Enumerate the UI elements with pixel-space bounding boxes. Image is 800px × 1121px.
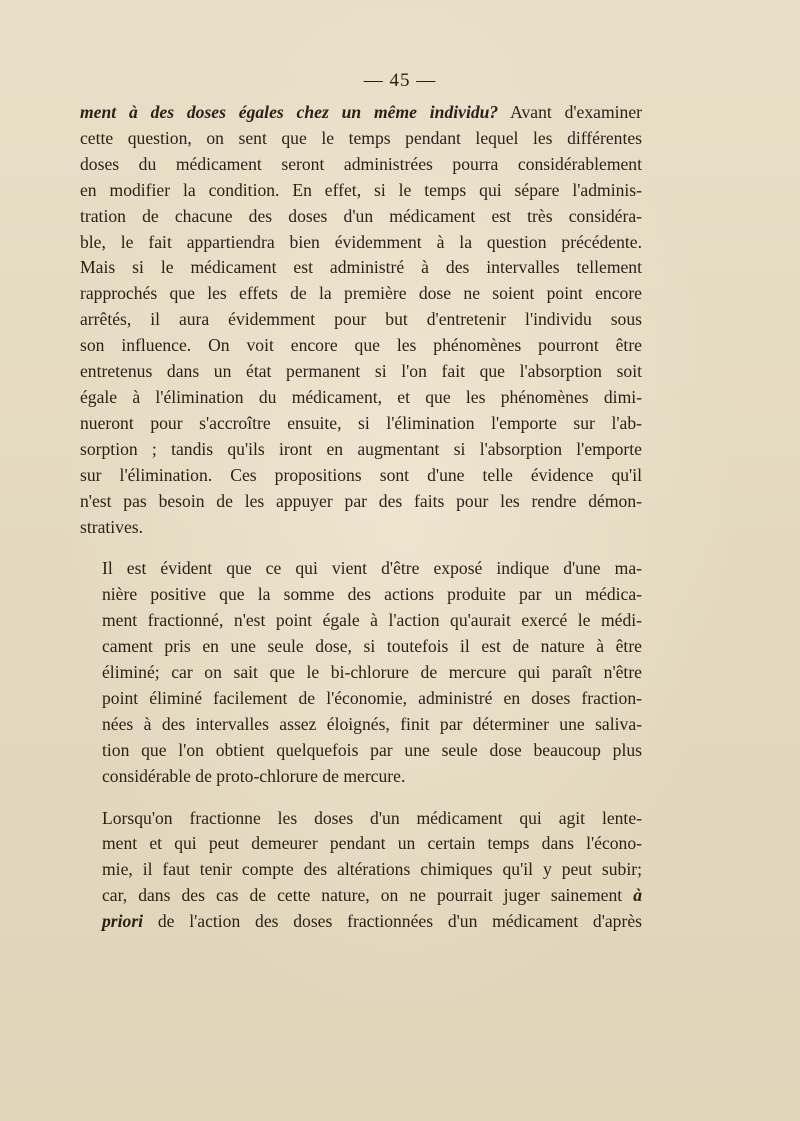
text-line: éliminé; car on sait que le bi-chlorure de mercure qui paraît n'être xyxy=(102,662,642,683)
paragraph-2 xyxy=(80,556,642,789)
text-line: nées à des intervalles assez éloignés, finit par déterminer une saliva- xyxy=(102,713,642,734)
italic-phrase: ment à des doses égales chez un même individu? xyxy=(80,102,499,122)
text-line: considérable de proto-chlorure de mercure. xyxy=(102,765,406,786)
text-line: ble, le fait appartiendra bien évidemment à la question précédente. xyxy=(80,231,642,252)
text-fragment: car, dans des cas de cette nature, on ne pourrait juger sainement xyxy=(102,885,634,906)
text-line: égale à l'élimination du médicament, et que les phénomènes dimi- xyxy=(80,386,642,407)
italic-phrase: priori xyxy=(102,911,144,932)
paragraph-3 xyxy=(80,806,642,936)
text-line: rapprochés que les effets de la première dose ne soient point encore xyxy=(80,283,642,304)
italic-phrase: à xyxy=(633,885,642,906)
text-line: ment fractionné, n'est point égale à l'action qu'aurait exercé le médi- xyxy=(102,610,642,631)
text-line: arrêtés, il aura évidemment pour but d'entretenir l'individu sous xyxy=(80,309,642,330)
text-line: Mais si le médicament est administré à des intervalles tellement xyxy=(80,257,642,278)
text-line xyxy=(80,883,642,909)
text-line: Lorsqu'on fractionne les doses d'un médicament qui agit lente- xyxy=(102,807,642,828)
text-line: ment à des doses égales chez un même individu? Avant d'examiner xyxy=(80,102,643,122)
text-line: doses du médicament seront administrées pourra considérablement xyxy=(80,153,642,174)
text-fragment: de l'action des doses fractionnées d'un médicament d'après xyxy=(143,911,642,932)
body-text xyxy=(80,100,642,935)
text-line: point éliminé facilement de l'économie, administré en doses fraction- xyxy=(102,687,642,708)
text-line xyxy=(80,909,642,935)
text-line: tion que l'on obtient quelquefois par une seule dose beaucoup plus xyxy=(102,739,642,760)
page-number: — 45 — xyxy=(363,70,437,91)
text-line: en modifier la condition. En effet, si le temps qui sépare l'adminis- xyxy=(80,179,642,200)
text-line: sorption ; tandis qu'ils iront en augmentant si l'absorption l'emporte xyxy=(80,438,642,459)
text-line: tration de chacune des doses d'un médicament est très considéra- xyxy=(80,205,642,226)
text-line: stratives. xyxy=(80,516,144,537)
text-line: sur l'élimination. Ces propositions sont d'une telle évidence qu'il xyxy=(80,464,642,485)
text-line: nueront pour s'accroître ensuite, si l'élimination l'emporte sur l'ab- xyxy=(80,412,642,433)
text-line: nière positive que la somme des actions produite par un médica- xyxy=(102,584,642,605)
text-line: son influence. On voit encore que les phénomènes pourront être xyxy=(80,335,642,356)
text-line: cette question, on sent que le temps pendant lequel les différentes xyxy=(80,127,642,148)
text-line: mie, il faut tenir compte des altérations chimiques qu'il y peut subir; xyxy=(102,859,642,880)
text-line: cament pris en une seule dose, si toutefois il est de nature à être xyxy=(102,636,642,657)
text-line: entretenus dans un état permanent si l'on fait que l'absorption soit xyxy=(80,361,642,382)
text-line: Il est évident que ce qui vient d'être exposé indique d'une ma- xyxy=(102,558,642,579)
text-line: n'est pas besoin de les appuyer par des faits pour les rendre démon- xyxy=(80,490,642,511)
text-line: ment et qui peut demeurer pendant un certain temps dans l'écono- xyxy=(102,833,642,854)
paragraph-1 xyxy=(80,100,642,540)
